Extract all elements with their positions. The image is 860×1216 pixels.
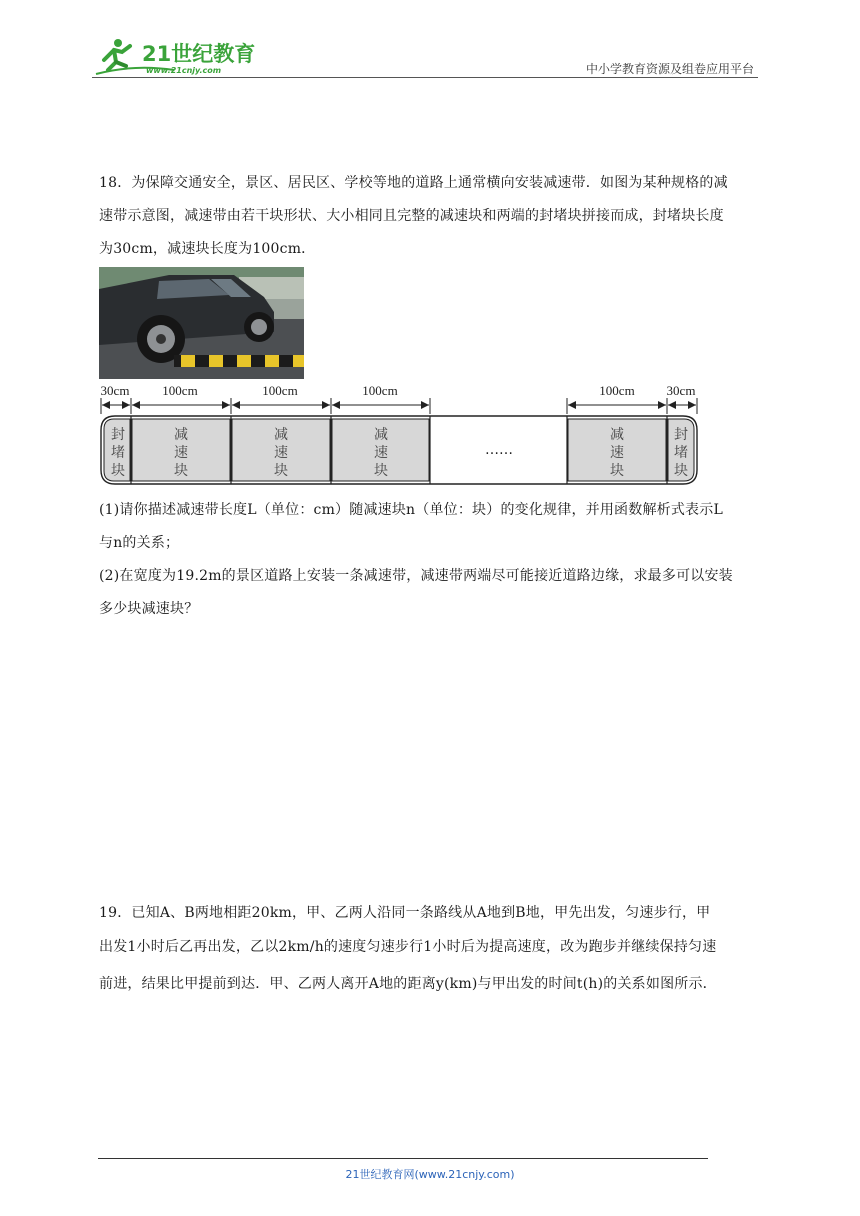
speed-bump-diagram [97,380,703,490]
q18-part2-line-2: 多少块减速块？ [99,601,199,617]
end-label-left-2: 堵 [111,445,125,461]
block1-label-1: 减 [174,427,188,443]
blocklast-label-3: 块 [610,463,624,479]
dim-label-block-1: 100cm [162,383,198,398]
dim-label-block-2: 100cm [262,383,298,398]
end-label-left-3: 块 [111,463,125,479]
end-label-right-3: 块 [674,463,688,479]
header-divider [92,77,758,78]
block3-label-3: 块 [374,463,388,479]
dim-label-right-end: 30cm [666,383,696,398]
q18-part1-line-2: 与n的关系； [99,535,180,551]
car-speed-bump-photo [99,267,304,379]
footer-divider [98,1158,708,1159]
site-logo [94,34,259,78]
q18-line-2: 速带示意图，减速带由若干块形状、大小相同且完整的减速块和两端的封堵块拼接而成，封堵块长度 [99,208,724,224]
q19-line-2: 出发1小时后乙再出发，乙以2km/h的速度匀速步行1小时后为提高速度，改为跑步并继续保持匀速 [99,939,717,955]
q18-line-1: 18．为保障交通安全，景区、居民区、学校等地的道路上通常横向安装减速带．如图为某种规格的减 [99,175,728,191]
ellipsis: …… [485,442,513,458]
logo-text: 21世纪教育 [142,42,256,66]
logo-url: www.21cnjy.com [146,66,222,75]
blocklast-label-1: 减 [610,427,624,443]
q18-part1-line-1: (1)请你描述减速带长度L（单位：cm）随减速块n（单位：块）的变化规律，并用函数解析式表示L [99,502,723,518]
q19-line-1: 19．已知A、B两地相距20km，甲、乙两人沿同一条路线从A地到B地，甲先出发，匀速步行，甲 [99,905,711,921]
q18-line-3: 为30cm，减速块长度为100cm． [99,241,316,257]
block1-label-3: 块 [174,463,188,479]
dim-label-block-3: 100cm [362,383,398,398]
dim-label-block-last: 100cm [599,383,635,398]
block2-label-1: 减 [274,427,288,443]
block1-label-2: 速 [174,445,188,461]
block2-label-2: 速 [274,445,288,461]
block3-label-2: 速 [374,445,388,461]
end-label-left-1: 封 [111,427,125,443]
header-platform-text: 中小学教育资源及组卷应用平台 [585,62,754,76]
end-label-right-1: 封 [674,427,688,443]
q18-part2-line-1: (2)在宽度为19.2m的景区道路上安装一条减速带，减速带两端尽可能接近道路边缘，求最多可以安装 [99,568,733,584]
end-label-right-2: 堵 [674,445,688,461]
blocklast-label-2: 速 [610,445,624,461]
q19-line-3: 前进，结果比甲提前到达．甲、乙两人离开A地的距离y(km)与甲出发的时间t(h)的关系如图所示． [99,976,717,992]
footer-link[interactable]: 21世纪教育网(www.21cnjy.com) [345,1168,515,1181]
block3-label-1: 减 [374,427,388,443]
dim-label-left-end: 30cm [100,383,130,398]
block2-label-3: 块 [274,463,288,479]
